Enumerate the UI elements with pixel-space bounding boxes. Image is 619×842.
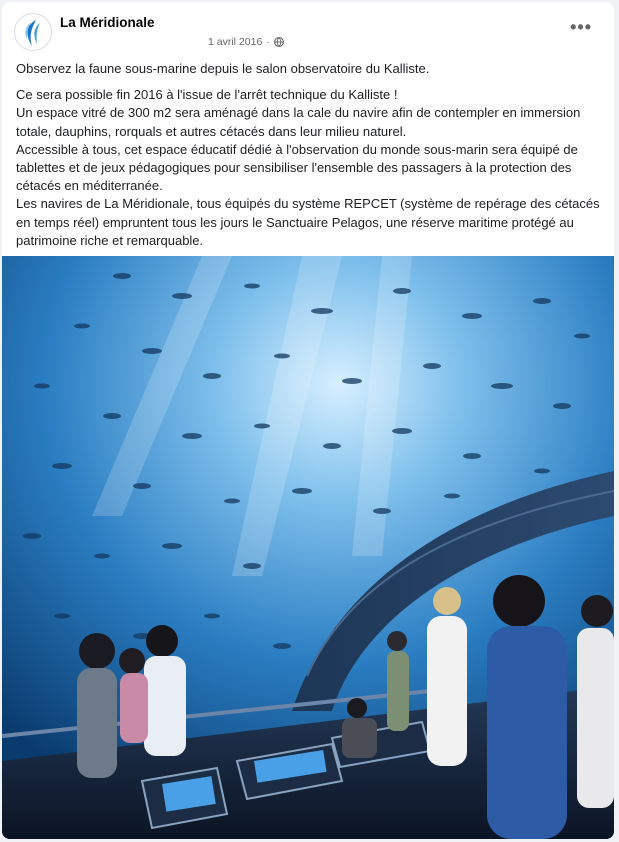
globe-icon <box>274 37 284 47</box>
post-header <box>2 2 614 58</box>
meta-separator: · <box>266 36 270 48</box>
page-avatar[interactable] <box>14 13 52 51</box>
post-text <box>16 60 602 250</box>
post-photo[interactable] <box>2 256 614 839</box>
more-options-button[interactable]: ••• <box>570 17 592 37</box>
post-text-line: Observez la faune sous-marine depuis le salon observatoire du Kalliste. <box>16 61 430 76</box>
post-meta <box>208 36 284 48</box>
page-name-link[interactable]: La Méridionale <box>60 15 155 30</box>
post-date[interactable]: 1 avril 2016 <box>208 36 263 48</box>
post-text-line: Les navires de La Méridionale, tous équipés du système REPCET (système de repérage des cétacés en temps réel) empruntent tous les jours le Sanctuaire Pelagos, une réserve maritime protégé au patrimoine riche et remarquable. <box>16 196 600 248</box>
post-text-line: Un espace vitré de 300 m2 sera aménagé dans la cale du navire afin de contempler en immersion totale, dauphins, rorquals et autres cétacés dans leur milieu naturel. <box>16 105 581 139</box>
facebook-post <box>2 2 614 839</box>
la-meridionale-logo-icon <box>22 19 46 47</box>
post-text-line: Accessible à tous, cet espace éducatif dédié à l'observation du monde sous-marin sera équipé de tablettes et de jeux pédagogiques pour sensibiliser l'ensemble des passagers à la protection des cétacés en méditerranée. <box>16 141 578 194</box>
post-text-line: Ce sera possible fin 2016 à l'issue de l'arrêt technique du Kalliste ! <box>16 87 398 103</box>
aquarium-tunnel-image <box>2 256 614 839</box>
